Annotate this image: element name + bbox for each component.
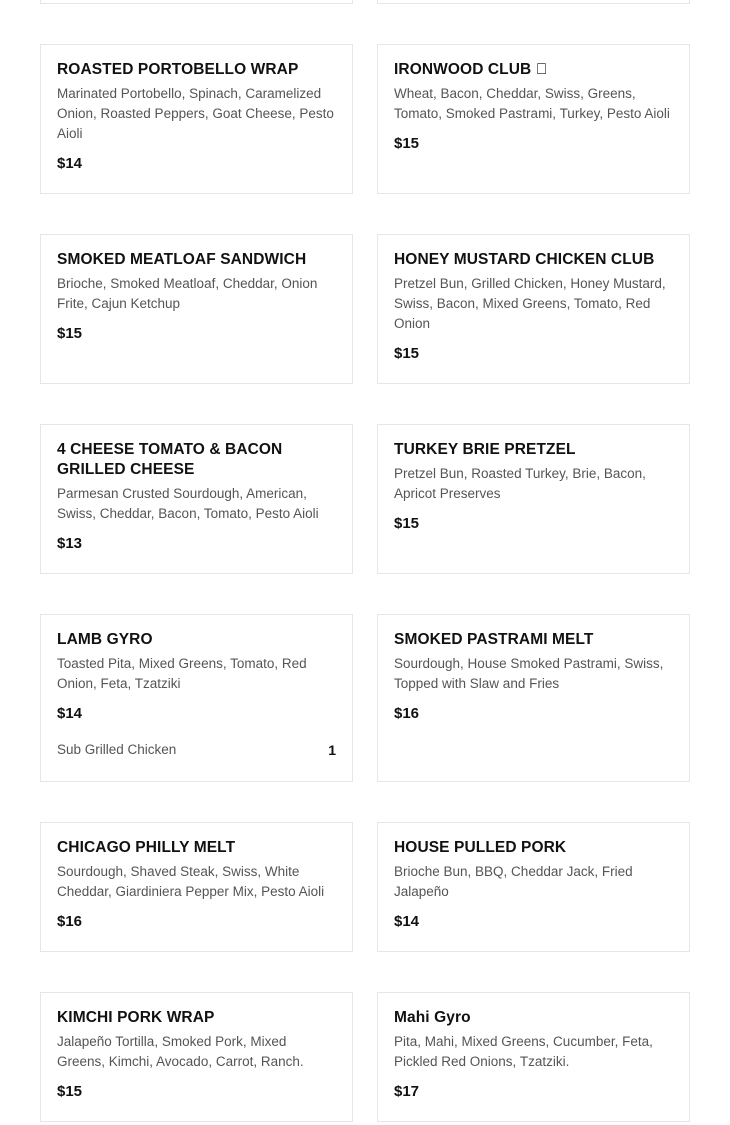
menu-item-price: $15 — [57, 1083, 83, 1100]
menu-item-name: Mahi Gyro — [394, 1009, 471, 1026]
menu-item-description: Pita, Mahi, Mixed Greens, Cucumber, Feta, Pickled Red Onions, Tzatziki. — [394, 1034, 653, 1069]
menu-item-description: Sourdough, House Smoked Pastrami, Swiss, Topped with Slaw and Fries — [394, 656, 664, 691]
menu-item-description: Sourdough, Shaved Steak, Swiss, White Cheddar, Giardiniera Pepper Mix, Pesto Aioli — [57, 864, 325, 899]
menu-item-card[interactable] — [377, 424, 690, 574]
menu-item-price: $13 — [57, 535, 83, 552]
menu-item-card[interactable] — [377, 234, 690, 384]
menu-item-price: $15 — [394, 345, 420, 362]
menu-item-description: Pretzel Bun, Grilled Chicken, Honey Mustard, Swiss, Bacon, Mixed Greens, Tomato, Red Onion — [394, 276, 666, 331]
menu-item-name: IRONWOOD CLUB — [394, 61, 532, 78]
menu-item-name: CHICAGO PHILLY MELT — [57, 839, 236, 856]
menu-item-description: Brioche, Smoked Meatloaf, Cheddar, Onion Frite, Cajun Ketchup — [57, 276, 318, 311]
menu-card-partial[interactable] — [40, 0, 353, 4]
menu-item-price: $16 — [57, 913, 83, 930]
menu-item-name: 4 CHEESE TOMATO & BACON GRILLED CHEESE — [57, 441, 283, 478]
menu-item-card[interactable] — [377, 822, 690, 952]
menu-item-description: Parmesan Crusted Sourdough, American, Swiss, Cheddar, Bacon, Tomato, Pesto Aioli — [57, 486, 319, 521]
menu-item-price: $14 — [394, 913, 420, 930]
menu-item-card[interactable] — [40, 44, 353, 194]
menu-item-description: Toasted Pita, Mixed Greens, Tomato, Red Onion, Feta, Tzatziki — [57, 656, 307, 691]
menu-item-price: $15 — [394, 515, 420, 532]
menu-item-description: Marinated Portobello, Spinach, Caramelized Onion, Roasted Peppers, Goat Cheese, Pesto Aioli — [57, 86, 334, 141]
menu-item-price: $16 — [394, 705, 420, 722]
menu-item-name: LAMB GYRO — [57, 631, 153, 648]
menu-item-card[interactable] — [40, 234, 353, 384]
menu-item-price: $14 — [57, 705, 83, 722]
menu-item-description: Jalapeño Tortilla, Smoked Pork, Mixed Greens, Kimchi, Avocado, Carrot, Ranch. — [57, 1034, 304, 1069]
menu-card-partial[interactable] — [377, 0, 690, 4]
menu-item-price: $15 — [394, 135, 420, 152]
menu-item-card[interactable] — [40, 424, 353, 574]
menu-item-card[interactable] — [40, 614, 353, 782]
menu-item-name: SMOKED PASTRAMI MELT — [394, 631, 594, 648]
modifier-label: Sub Grilled Chicken — [57, 742, 177, 757]
menu-item-name: ROASTED PORTOBELLO WRAP — [57, 61, 299, 78]
menu-item-card[interactable] — [377, 44, 690, 194]
menu-item-name: SMOKED MEATLOAF SANDWICH — [57, 251, 307, 268]
menu-item-card[interactable] — [377, 614, 690, 782]
menu-item-name: TURKEY BRIE PRETZEL — [394, 441, 576, 458]
menu-item-name: HOUSE PULLED PORK — [394, 839, 567, 856]
menu-item-name: KIMCHI PORK WRAP — [57, 1009, 215, 1026]
menu-item-name: HONEY MUSTARD CHICKEN CLUB — [394, 251, 655, 268]
modifier-value: 1 — [328, 742, 336, 758]
menu-item-price: $17 — [394, 1083, 420, 1100]
menu-item-description: Brioche Bun, BBQ, Cheddar Jack, Fried Jalapeño — [394, 864, 633, 899]
menu-item-modifier[interactable] — [57, 740, 336, 760]
menu-item-description: Wheat, Bacon, Cheddar, Swiss, Greens, Tomato, Smoked Pastrami, Turkey, Pesto Aioli — [394, 86, 670, 121]
menu-item-card[interactable] — [40, 822, 353, 952]
menu-item-card[interactable] — [40, 992, 353, 1122]
menu-item-card[interactable] — [377, 992, 690, 1122]
menu-item-price: $14 — [57, 155, 83, 172]
menu-item-price: $15 — [57, 325, 83, 342]
menu-item-description: Pretzel Bun, Roasted Turkey, Brie, Bacon, Apricot Preserves — [394, 466, 646, 501]
